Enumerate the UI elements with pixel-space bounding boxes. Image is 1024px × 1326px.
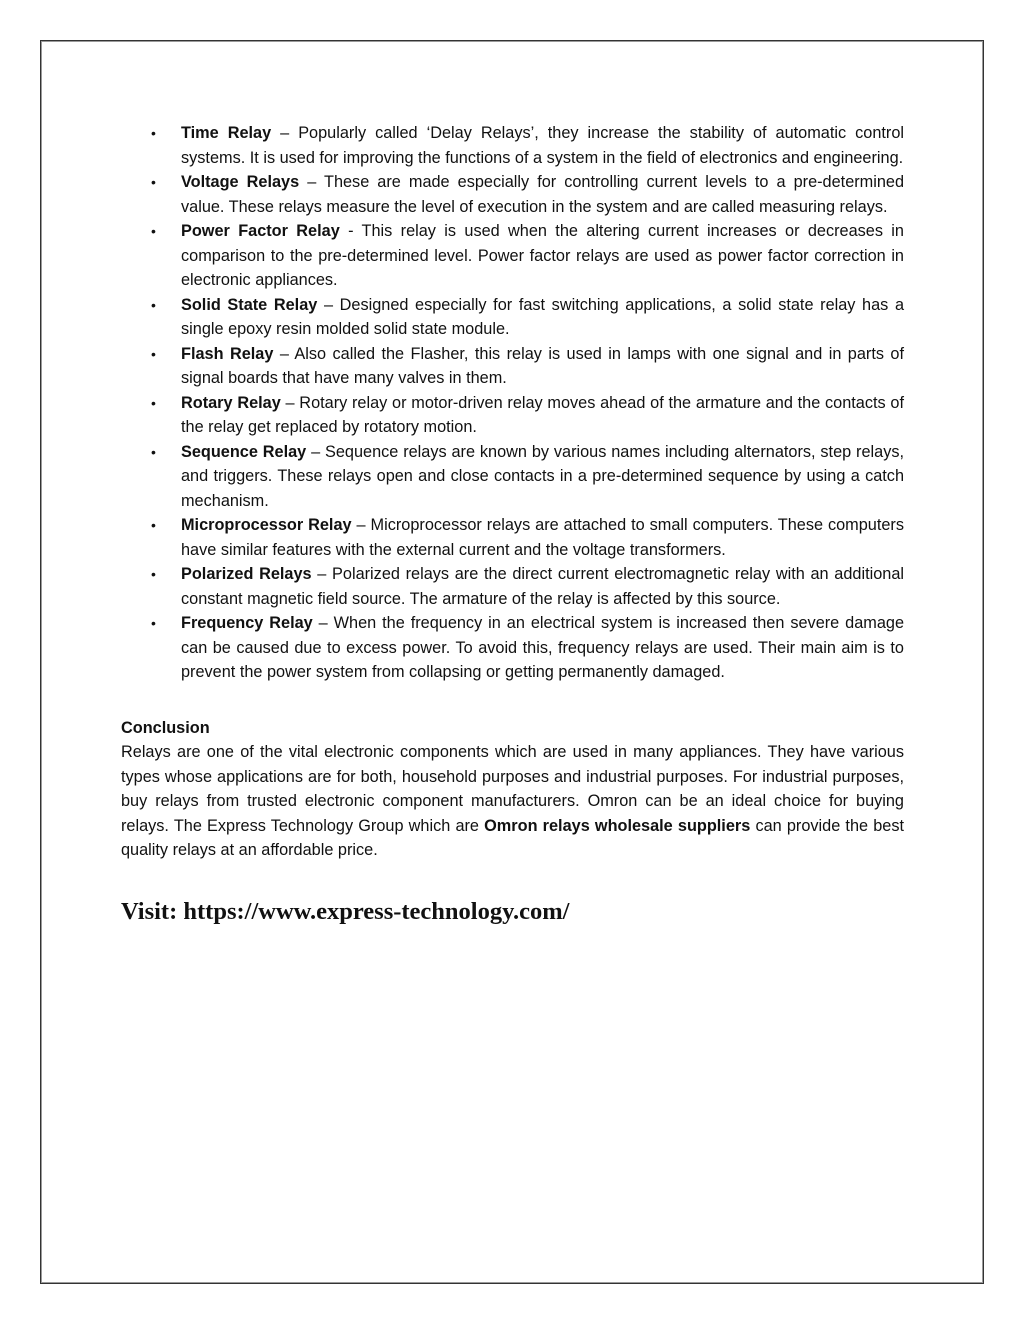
relay-term: Flash Relay [181, 344, 274, 363]
relay-description: – When the frequency in an electrical system is increased then severe damage can be caused due to excess power. To avoid this, frequency relays are used. Their main aim is to prevent the power system from collapsing or getting permanently damaged. [181, 614, 905, 681]
relay-description: – Polarized relays are the direct current electromagnetic relay with an additional constant magnetic field source. The armature of the relay is affected by this source. [181, 565, 904, 608]
relay-term: Solid State Relay [181, 295, 318, 314]
list-item [121, 611, 904, 685]
list-item [121, 121, 904, 170]
conclusion-section [121, 716, 904, 863]
bullet-icon: • [151, 443, 156, 460]
relay-description: – Rotary relay or motor-driven relay moves ahead of the armature and the contacts of the relay get replaced by rotatory motion. [181, 393, 904, 436]
bullet-icon: • [151, 345, 156, 362]
relay-description: – Designed especially for fast switching applications, a solid state relay has a single epoxy resin molded solid state module. [181, 295, 904, 338]
relay-term: Time Relay [181, 124, 272, 142]
relay-description: – These are made especially for controlling current levels to a pre-determined value. These relays measure the level of execution in the system and are called measuring relays. [181, 173, 905, 216]
bullet-icon: • [151, 394, 156, 411]
relay-description: – Also called the Flasher, this relay is used in lamps with one signal and in parts of signal boards that have many valves in them. [181, 344, 904, 387]
relay-description: – Microprocessor relays are attached to small computers. These computers have similar features with the external current and the voltage transformers. [181, 516, 904, 559]
bullet-icon: • [151, 517, 156, 533]
website-link[interactable]: https://www.express-technology.com/ [183, 897, 570, 925]
bullet-icon: • [151, 223, 156, 239]
relay-term: Voltage Relays [181, 173, 300, 191]
conclusion-text-end: can provide the best quality relays at an affordable price. [121, 816, 904, 859]
relay-description: – Popularly called ‘Delay Relays’, they increase the stability of automatic control systems. It is used for improving the functions of a system in the field of electronics and engineering. [181, 124, 904, 167]
list-item [121, 513, 904, 562]
bullet-icon: • [151, 615, 156, 631]
relay-term: Rotary Relay [181, 393, 281, 412]
list-item [121, 219, 904, 293]
relay-term: Power Factor Relay [181, 222, 340, 240]
relay-description: - This relay is used when the altering current increases or decreases in comparison to the pre-determined level. Power factor relays are used as power factor correction in electronic appliances. [181, 222, 904, 289]
bullet-icon: • [151, 174, 156, 190]
relay-term: Microprocessor Relay [181, 516, 352, 534]
list-item [121, 391, 904, 440]
list-item [121, 342, 904, 391]
conclusion-paragraph [121, 740, 904, 863]
list-item [121, 170, 904, 219]
visit-line [121, 897, 904, 927]
bullet-icon: • [151, 566, 156, 582]
visit-label: Visit: [121, 897, 184, 925]
document-content [121, 121, 904, 927]
relay-types-list [121, 121, 904, 685]
relay-term: Polarized Relays [181, 565, 312, 583]
list-item [121, 440, 904, 514]
list-item [121, 562, 904, 611]
bullet-icon: • [151, 296, 156, 313]
conclusion-text: Relays are one of the vital electronic components which are used in many appliances. They have various types whose applications are for both, household purposes and industrial purposes. For industrial purposes, buy relays from trusted electronic component manufacturers. Omron can be an ideal choice for buying relays. The Express Technology Group which are [121, 743, 904, 835]
list-item [121, 293, 904, 342]
bullet-icon: • [151, 125, 156, 141]
relay-term: Sequence Relay [181, 442, 307, 461]
conclusion-heading: Conclusion [121, 718, 210, 737]
conclusion-bold-phrase: Omron relays wholesale suppliers [484, 816, 751, 835]
relay-term: Frequency Relay [181, 614, 313, 632]
relay-description: – Sequence relays are known by various names including alternators, step relays, and triggers. These relays open and close contacts in a pre-determined sequence by using a catch mechanism. [181, 442, 904, 510]
